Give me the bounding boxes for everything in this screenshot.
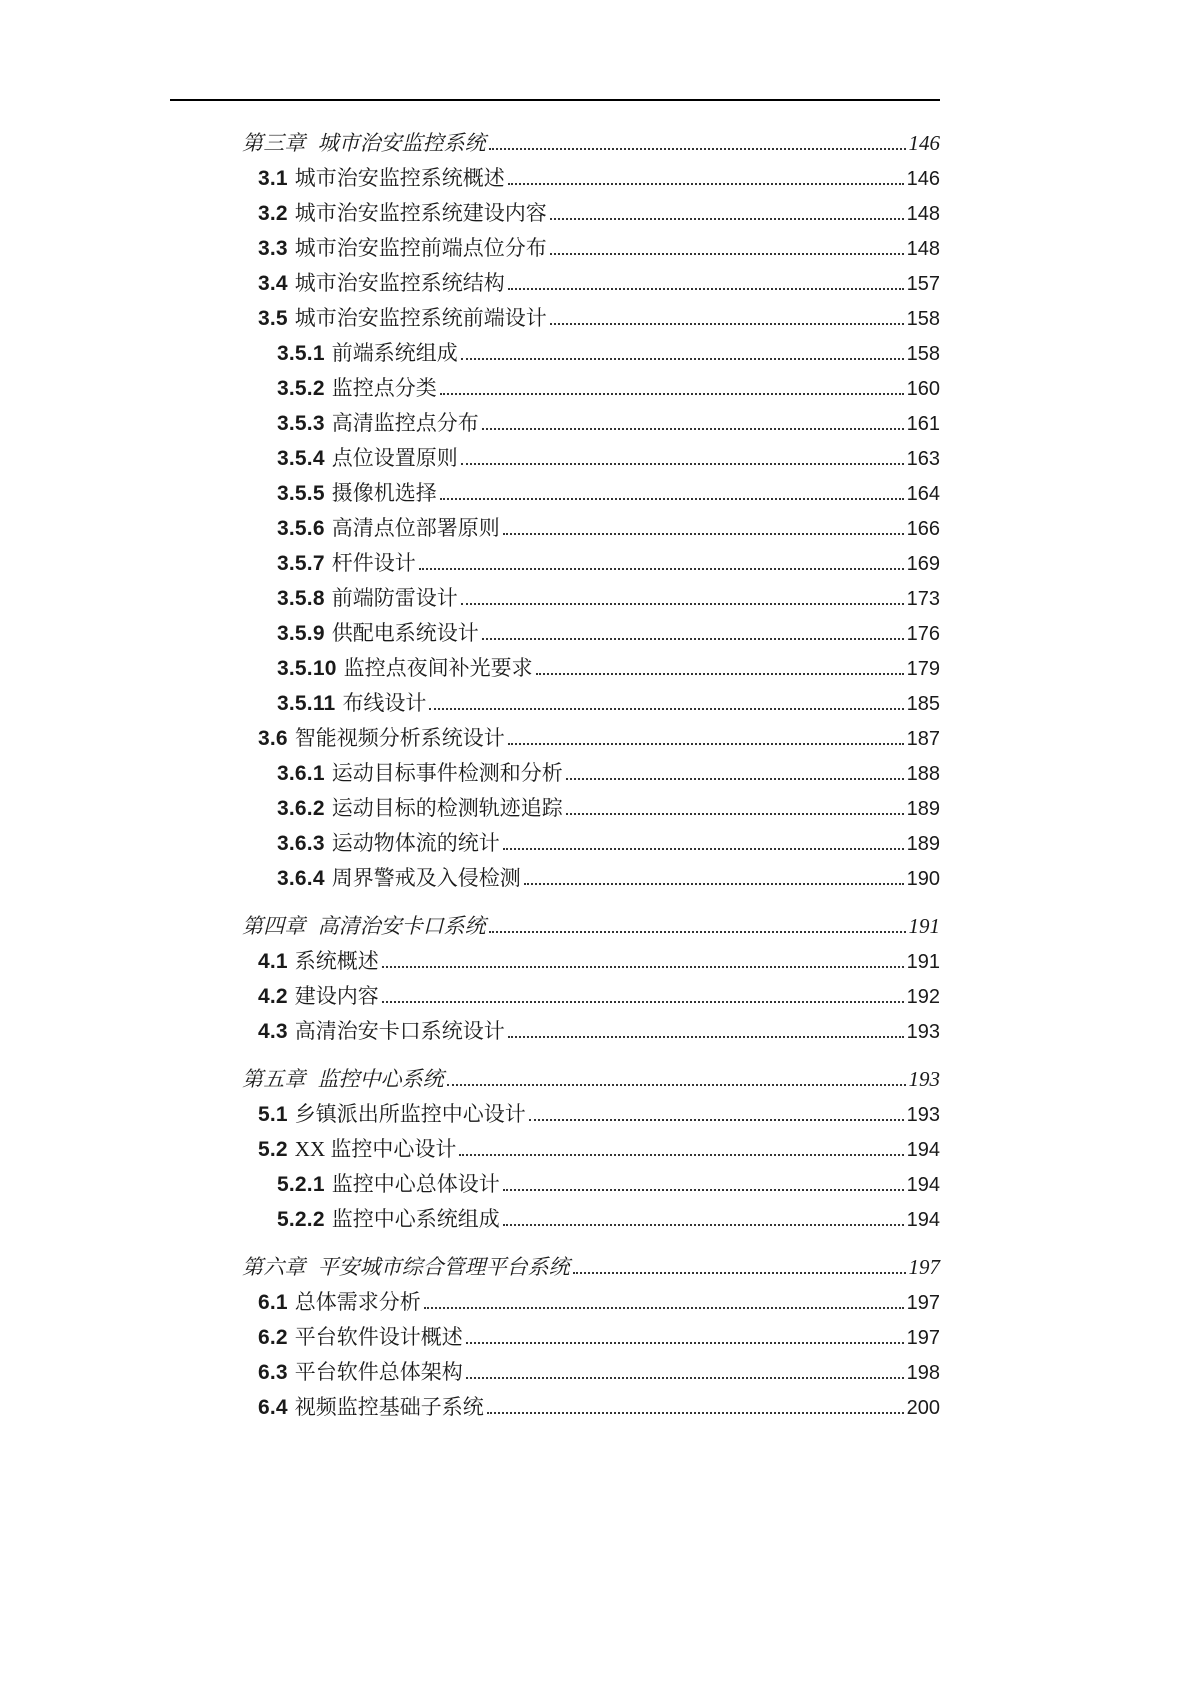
toc-entry-title: 供配电系统设计: [331, 621, 479, 645]
toc-entry-page: 188: [906, 763, 940, 785]
toc-entry[interactable]: [170, 1390, 940, 1425]
toc-entry-title: 建设内容: [294, 984, 379, 1008]
toc-entry-number: 3.1: [258, 167, 288, 190]
toc-entry-title: 平台软件设计概述: [294, 1325, 463, 1349]
toc-entry-number: 4.1: [258, 950, 288, 973]
toc-dotted-leader: [550, 323, 904, 325]
toc-dotted-leader: [440, 393, 904, 395]
toc-entry-title: 总体需求分析: [294, 1290, 421, 1314]
toc-entry-title: 城市治安监控系统: [317, 131, 486, 155]
toc-entry-page: 198: [906, 1362, 940, 1384]
toc-dotted-leader: [550, 218, 904, 220]
toc-entry-page: 146: [908, 131, 940, 155]
toc-entry[interactable]: [170, 791, 940, 826]
toc-entry[interactable]: [170, 301, 940, 336]
toc-entry-number: 6.3: [258, 1361, 288, 1384]
toc-entry-number: 3.6.1: [277, 762, 325, 785]
toc-entry-page: 192: [906, 986, 940, 1008]
toc-entry-title: 城市治安监控系统建设内容: [294, 201, 547, 225]
toc-entry-number: 3.6: [258, 727, 288, 750]
toc-entry-number: 6.4: [258, 1396, 288, 1419]
toc-dotted-leader: [482, 428, 904, 430]
toc-entry-page: 191: [908, 914, 940, 938]
toc-entry[interactable]: [170, 231, 940, 266]
toc-dotted-leader: [424, 1307, 904, 1309]
toc-entry-page: 169: [906, 553, 940, 575]
toc-entry-title: 高清治安卡口系统: [317, 914, 486, 938]
toc-entry[interactable]: [170, 721, 940, 756]
toc-entry[interactable]: [170, 1014, 940, 1049]
toc-entry-number: 3.5.6: [277, 517, 325, 540]
toc-entry[interactable]: [170, 406, 940, 441]
toc-entry-number: 3.5.7: [277, 552, 325, 575]
toc-entry-title: 高清治安卡口系统设计: [294, 1019, 505, 1043]
toc-dotted-leader: [459, 1154, 903, 1156]
toc-entry-page: 191: [906, 951, 940, 973]
toc-dotted-leader: [487, 1412, 904, 1414]
toc-entry-title: 高清点位部署原则: [331, 516, 500, 540]
toc-entry-page: 187: [906, 728, 940, 750]
toc-dotted-leader: [382, 1001, 904, 1003]
toc-entry-number: 3.5.9: [277, 622, 325, 645]
toc-entry-title: 前端系统组成: [331, 341, 458, 365]
toc-entry-number: 4.3: [258, 1020, 288, 1043]
toc-entry-title: 监控点夜间补光要求: [343, 656, 533, 680]
toc-dotted-leader: [508, 1036, 904, 1038]
toc-entry-page: 158: [906, 343, 940, 365]
toc-entry[interactable]: [170, 979, 940, 1014]
toc-entry-title: 城市治安监控系统前端设计: [294, 306, 547, 330]
toc-entry-number: 5.2.1: [277, 1173, 325, 1196]
toc-entry[interactable]: [170, 441, 940, 476]
toc-entry-number: 3.5.8: [277, 587, 325, 610]
toc-entry-page: 163: [906, 448, 940, 470]
toc-entry-title: 平安城市综合管理平台系统: [317, 1255, 570, 1279]
toc-entry[interactable]: [170, 581, 940, 616]
toc-entry[interactable]: [170, 1132, 940, 1167]
toc-entry[interactable]: [170, 686, 940, 721]
toc-entry-page: 160: [906, 378, 940, 400]
toc-dotted-leader: [466, 1342, 904, 1344]
toc-dotted-leader: [508, 288, 904, 290]
toc-entry-title: 系统概述: [294, 949, 379, 973]
toc-entry-number: 3.6.4: [277, 867, 325, 890]
toc-entry-number: 3.2: [258, 202, 288, 225]
toc-entry-number: 第三章: [242, 131, 306, 155]
toc-dotted-leader: [429, 708, 903, 710]
toc-entry-page: 148: [906, 238, 940, 260]
toc-entry-page: 197: [906, 1327, 940, 1349]
toc-entry-title: 周界警戒及入侵检测: [331, 866, 521, 890]
toc-dotted-leader: [419, 568, 904, 570]
toc-entry-title: 城市治安监控系统结构: [294, 271, 505, 295]
toc-entry-title: 乡镇派出所监控中心设计: [294, 1102, 526, 1126]
toc-entry[interactable]: [170, 1320, 940, 1355]
toc-dotted-leader: [382, 966, 904, 968]
toc-entry-title: 高清监控点分布: [331, 411, 479, 435]
toc-entry-title: 视频监控基础子系统: [294, 1395, 484, 1419]
toc-entry-page: 179: [906, 658, 940, 680]
toc-entry-title: 布线设计: [342, 691, 427, 715]
toc-entry[interactable]: [170, 756, 940, 791]
toc-entry-number: 第六章: [242, 1255, 306, 1279]
toc-entry-number: 4.2: [258, 985, 288, 1008]
toc-entry[interactable]: [170, 266, 940, 301]
toc-entry-page: 190: [906, 868, 940, 890]
toc-dotted-leader: [573, 1272, 906, 1274]
toc-entry-title: 监控中心总体设计: [331, 1172, 500, 1196]
toc-entry-number: 5.2.2: [277, 1208, 325, 1231]
toc-entry-title: 点位设置原则: [331, 446, 458, 470]
toc-dotted-leader: [508, 183, 904, 185]
toc-dotted-leader: [566, 813, 904, 815]
toc-dotted-leader: [524, 883, 904, 885]
toc-entry-title: 智能视频分析系统设计: [294, 726, 505, 750]
table-of-contents: [170, 126, 940, 1425]
toc-entry[interactable]: [170, 476, 940, 511]
toc-dotted-leader: [461, 463, 904, 465]
toc-entry-title: 摄像机选择: [331, 481, 437, 505]
toc-entry-title: XX 监控中心设计: [294, 1137, 457, 1161]
toc-entry[interactable]: [170, 616, 940, 651]
toc-entry[interactable]: [170, 1285, 940, 1320]
toc-entry-number: 3.6.3: [277, 832, 325, 855]
toc-entry-number: 5.1: [258, 1103, 288, 1126]
toc-dotted-leader: [440, 498, 904, 500]
toc-entry[interactable]: [170, 336, 940, 371]
toc-entry-number: 3.5.1: [277, 342, 325, 365]
toc-dotted-leader: [489, 148, 906, 150]
toc-dotted-leader: [503, 1189, 904, 1191]
toc-entry-page: 173: [906, 588, 940, 610]
toc-entry-page: 200: [906, 1397, 940, 1419]
toc-entry[interactable]: [170, 371, 940, 406]
toc-entry-page: 189: [906, 833, 940, 855]
toc-entry-page: 197: [906, 1292, 940, 1314]
header-rule: [170, 99, 940, 101]
toc-entry[interactable]: [170, 826, 940, 861]
toc-entry-number: 3.5.2: [277, 377, 325, 400]
toc-entry-title: 监控点分类: [331, 376, 437, 400]
toc-entry-title: 前端防雷设计: [331, 586, 458, 610]
toc-entry[interactable]: [170, 1062, 940, 1097]
toc-entry[interactable]: [170, 1355, 940, 1390]
toc-dotted-leader: [566, 778, 904, 780]
toc-entry-title: 城市治安监控系统概述: [294, 166, 505, 190]
toc-entry-page: 194: [906, 1174, 940, 1196]
toc-entry-number: 3.5.11: [277, 692, 336, 715]
toc-entry-page: 194: [906, 1209, 940, 1231]
toc-entry[interactable]: [170, 861, 940, 896]
toc-entry-number: 3.5.10: [277, 657, 337, 680]
toc-dotted-leader: [489, 931, 906, 933]
toc-entry-title: 杆件设计: [331, 551, 416, 575]
toc-entry-title: 平台软件总体架构: [294, 1360, 463, 1384]
toc-entry-page: 166: [906, 518, 940, 540]
toc-entry-page: 164: [906, 483, 940, 505]
toc-entry[interactable]: [170, 1202, 940, 1237]
toc-entry-number: 3.4: [258, 272, 288, 295]
toc-entry-title: 监控中心系统: [317, 1067, 444, 1091]
toc-entry-page: 193: [908, 1067, 940, 1091]
toc-entry[interactable]: [170, 196, 940, 231]
toc-dotted-leader: [550, 253, 904, 255]
toc-entry-title: 运动目标的检测轨迹追踪: [331, 796, 563, 820]
toc-entry-number: 第五章: [242, 1067, 306, 1091]
toc-entry-title: 监控中心系统组成: [331, 1207, 500, 1231]
toc-entry[interactable]: [170, 651, 940, 686]
toc-entry-number: 3.5: [258, 307, 288, 330]
toc-entry-page: 148: [906, 203, 940, 225]
toc-entry-title: 城市治安监控前端点位分布: [294, 236, 547, 260]
toc-dotted-leader: [503, 533, 904, 535]
toc-dotted-leader: [529, 1119, 904, 1121]
toc-entry-page: 193: [906, 1021, 940, 1043]
toc-entry-page: 193: [906, 1104, 940, 1126]
toc-entry-page: 194: [906, 1139, 940, 1161]
toc-entry-page: 185: [906, 693, 940, 715]
toc-entry-number: 第四章: [242, 914, 306, 938]
toc-entry[interactable]: [170, 1250, 940, 1285]
toc-dotted-leader: [461, 603, 904, 605]
toc-entry-page: 146: [906, 168, 940, 190]
toc-entry-number: 3.3: [258, 237, 288, 260]
toc-entry-page: 176: [906, 623, 940, 645]
toc-entry[interactable]: [170, 546, 940, 581]
toc-entry-page: 189: [906, 798, 940, 820]
toc-entry-number: 6.2: [258, 1326, 288, 1349]
toc-entry-number: 3.5.4: [277, 447, 325, 470]
toc-entry[interactable]: [170, 1167, 940, 1202]
toc-entry-page: 158: [906, 308, 940, 330]
toc-entry[interactable]: [170, 511, 940, 546]
toc-entry-page: 161: [906, 413, 940, 435]
toc-entry-title: 运动物体流的统计: [331, 831, 500, 855]
toc-entry-page: 157: [906, 273, 940, 295]
toc-entry[interactable]: [170, 1097, 940, 1132]
toc-entry[interactable]: [170, 944, 940, 979]
toc-dotted-leader: [447, 1084, 906, 1086]
toc-entry-number: 3.5.5: [277, 482, 325, 505]
toc-entry-number: 3.6.2: [277, 797, 325, 820]
toc-dotted-leader: [461, 358, 904, 360]
toc-dotted-leader: [508, 743, 904, 745]
toc-entry-title: 运动目标事件检测和分析: [331, 761, 563, 785]
toc-dotted-leader: [466, 1377, 904, 1379]
toc-dotted-leader: [482, 638, 904, 640]
toc-entry[interactable]: [170, 909, 940, 944]
toc-dotted-leader: [503, 848, 904, 850]
toc-entry-number: 3.5.3: [277, 412, 325, 435]
toc-dotted-leader: [503, 1224, 904, 1226]
toc-entry-page: 197: [908, 1255, 940, 1279]
toc-entry-number: 6.1: [258, 1291, 288, 1314]
toc-entry[interactable]: [170, 161, 940, 196]
toc-entry-number: 5.2: [258, 1138, 288, 1161]
toc-dotted-leader: [536, 673, 904, 675]
toc-entry[interactable]: [170, 126, 940, 161]
